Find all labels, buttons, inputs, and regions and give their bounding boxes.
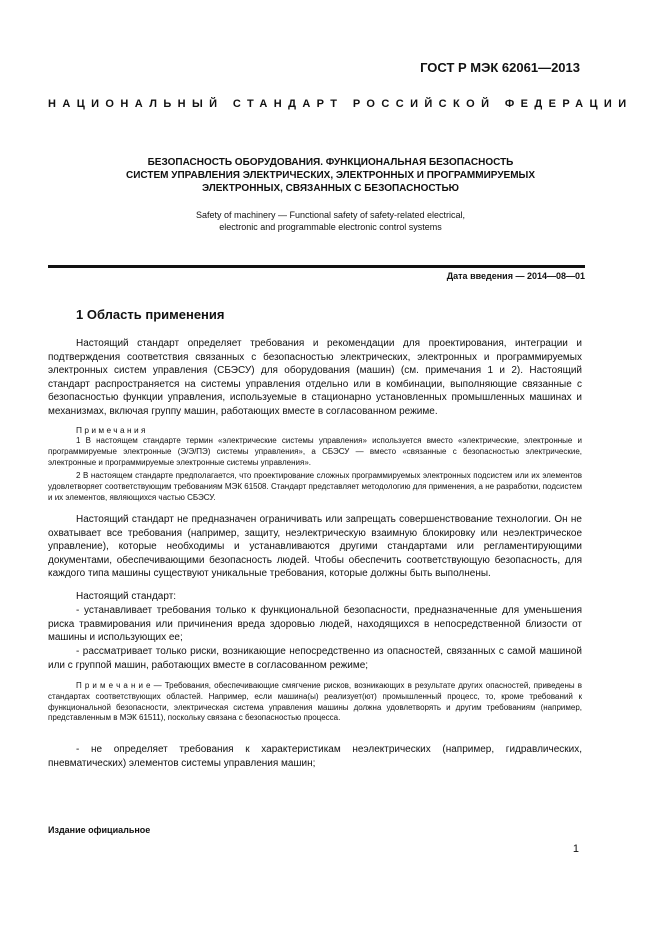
title-line-3: ЭЛЕКТРОННЫХ, СВЯЗАННЫХ С БЕЗОПАСНОСТЬЮ	[202, 183, 459, 194]
document-number: ГОСТ Р МЭК 62061—2013	[420, 60, 580, 75]
title-divider	[48, 265, 585, 268]
notes-heading: Примечания	[76, 425, 148, 435]
scope-paragraph-1: Настоящий стандарт определяет требования и рекомендации для проектирования, интеграции и подтверждения соответствия связанных с безопасностью электрических, электронных и программируемых электронных систем управления (СБЭСУ) для оборудования (машин) (см. примечания 1 и 2). Настоящий стандарт распространяется на системы управления отдельно или в комбинации, выполняющие связанные с безопасностью функции управления, используемые в стационарно установленных промышленных машинах и механизмах, включая группу машин, работающих вместе в согласованном режиме.	[48, 338, 582, 417]
scope-paragraph-3: Настоящий стандарт:	[76, 591, 177, 602]
national-standard-banner: НАЦИОНАЛЬНЫЙ СТАНДАРТ РОССИЙСКОЙ ФЕДЕРАЦИИ	[48, 98, 633, 110]
title-line-1: БЕЗОПАСНОСТЬ ОБОРУДОВАНИЯ. ФУНКЦИОНАЛЬНАЯ БЕЗОПАСНОСТЬ	[147, 157, 514, 168]
scope-list-item-1: - устанавливает требования только к функциональной безопасности, предназначенные для уменьшения риска травмирования или причинения вреда здоровью людей, находящихся в непосредственной близости от машины и использующих ее;	[48, 605, 582, 643]
note-3: П р и м е ч а н и е — Требования, обеспечивающие смягчение рисков, возникающих в результате других опасностей, приведены в стандартах соответствующих областей. Например, если машина(ы) реализует(ют) промышленный процесс, то, кроме требований к функциональной безопасности, электрическая система управления машины должна удовлетворять и другим требованиям (например, представленным в МЭК 61511), поскольку связана с безопасностью процесса.	[48, 681, 582, 723]
introduction-date: Дата введения — 2014—08—01	[446, 271, 585, 281]
edition-label: Издание официальное	[48, 825, 151, 835]
note-1: 1 В настоящем стандарте термин «электрические системы управления» используется вместо «электрические, электронные и программируемые электронные (Э/Э/ПЭ) системы управления», а СБЭСУ — вместо «связанные с безопасностью электрические, электронные и программируемые электронные системы управления».	[48, 436, 582, 467]
document-title	[60, 156, 601, 195]
english-title	[60, 209, 601, 233]
scope-list-item-3: - не определяет требования к характеристикам неэлектрических (например, гидравлических, пневматических) элементов системы управления машин;	[48, 744, 582, 769]
note-2: 2 В настоящем стандарте предполагается, что проектирование сложных программируемых электронных подсистем или их элементов удовлетворяет соответствующим требованиям МЭК 61508. Стандарт представляет методологию для применения, а не разработки, подсистем и их элементов, являющихся частью СБЭСУ.	[48, 471, 582, 502]
scope-list-item-2: - рассматривает только риски, возникающие непосредственно из опасностей, связанных с самой машиной или с группой машин, работающих вместе в согласованном режиме;	[48, 646, 582, 671]
title-line-2: СИСТЕМ УПРАВЛЕНИЯ ЭЛЕКТРИЧЕСКИХ, ЭЛЕКТРОННЫХ И ПРОГРАММИРУЕМЫХ	[126, 170, 535, 181]
page-number: 1	[572, 843, 579, 855]
english-title-line-1: Safety of machinery — Functional safety of safety-related electrical,	[195, 210, 466, 220]
section-heading: 1 Область применения	[76, 307, 225, 322]
english-title-line-2: electronic and programmable electronic control systems	[219, 222, 442, 232]
scope-paragraph-2: Настоящий стандарт не предназначен ограничивать или запрещать совершенствование технологии. Он не охватывает все требования (например, защиту, неэлектрическую взаимную блокировку или неэлектрическое управление), которые необходимы и устанавливаются другими стандартами или регламентирующими документами, обеспечивающими безопасность людей. Чтобы обеспечить соответствующую безопасность, для каждого типа машины существуют уникальные требования, которые должны быть выполнены.	[48, 514, 582, 579]
